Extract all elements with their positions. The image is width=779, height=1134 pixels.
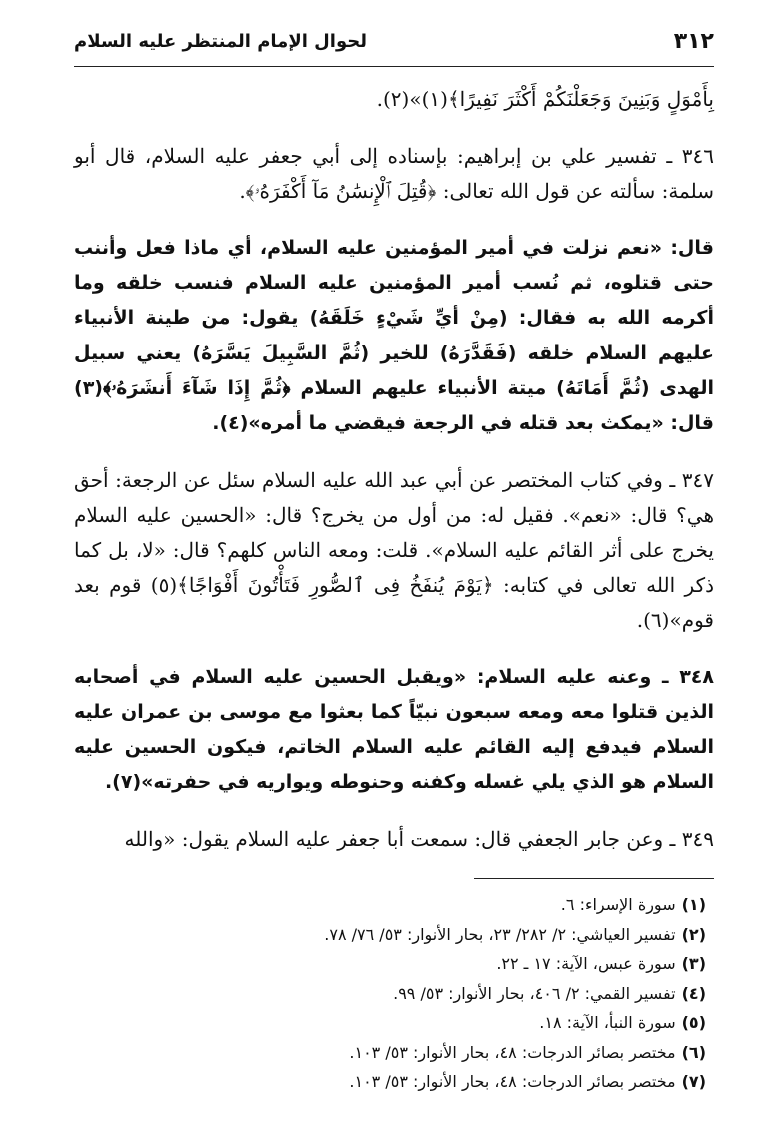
paragraph-349: ٣٤٩ ـ وعن جابر الجعفي قال: سمعت أبا جعفر عليه السلام يقول: «والله <box>124 827 714 851</box>
footnote-mark: (٣) <box>681 954 706 973</box>
footnote-mark: (٢) <box>681 924 706 944</box>
footnote-text: سورة النبأ، الآية: ١٨. <box>539 1013 676 1032</box>
footnote-item <box>74 920 714 950</box>
footnote-item <box>74 1008 714 1038</box>
footnote-text: سورة عبس، الآية: ١٧ ـ ٢٢. <box>496 954 676 973</box>
footnote-item <box>74 1038 714 1068</box>
footnote-mark: (٦) <box>681 1042 706 1062</box>
footnote-text: مختصر بصائر الدرجات: ٤٨، بحار الأنوار: ٥٣/ ١٠٣. <box>349 1042 676 1062</box>
footnote-text: مختصر بصائر الدرجات: ٤٨، بحار الأنوار: ٥٣/ ١٠٣. <box>349 1072 676 1091</box>
footnote-item <box>74 1067 714 1097</box>
footnote-mark: (٥) <box>681 1013 706 1032</box>
main-text <box>74 82 714 879</box>
paragraph-quran-continuation: بِأَمْوَلٍ وَبَنِينَ وَجَعَلْنَكُمْ أَكْثَرَ نَفِيرًا﴾(١)»(٢). <box>376 87 714 111</box>
paragraph-348: ٣٤٨ ـ وعنه عليه السلام: «ويقبل الحسين عليه السلام في أصحابه الذين قتلوا معه ومعه سبعون نبيّاً كما بعثوا مع موسى بن عمران عليه السلام فيدفع إليه القائم عليه السلام الخاتم، فيكون الحسين عليه السلام هو الذي يلي غسله وكفنه وحنوطه ويواريه في حفرته»(٧). <box>74 666 714 793</box>
footnote-item <box>74 979 714 1009</box>
footnote-text: تفسير القمي: ٢/ ٤٠٦، بحار الأنوار: ٥٣/ ٩٩. <box>393 983 676 1003</box>
page-header <box>74 22 714 60</box>
footnote-mark: (٧) <box>681 1072 706 1091</box>
footnote-text: سورة الإسراء: ٦. <box>560 895 676 914</box>
paragraph-347: ٣٤٧ ـ وفي كتاب المختصر عن أبي عبد الله عليه السلام سئل عن الرجعة: أحق هي؟ قال: «نعم». فقيل له: من أول من يخرج؟ قال: «الحسين عليه السلام يخرج على أثر القائم عليه السلام». قلت: ومعه الناس كلهم؟ قال: «لا، بل كما ذكر الله تعالى في كتابه: ﴿يَوْمَ يُنفَخُ فِى ٱلصُّورِ فَتَأْتُونَ أَفْوَاجًا﴾(٥) قوم بعد قوم»(٦). <box>74 468 714 632</box>
book-page <box>74 22 714 1112</box>
footnote-divider <box>474 878 714 879</box>
footnote-text: تفسير العياشي: ٢/ ٢٨٢/ ٢٣، بحار الأنوار: ٥٣/ ٧٦/ ٧٨. <box>324 924 676 944</box>
footnote-item <box>74 949 714 979</box>
footnotes-list <box>74 890 714 1097</box>
paragraph-346-answer: قال: «نعم نزلت في أمير المؤمنين عليه السلام، أي ماذا فعل وأننب حتى قتلوه، ثم نُسب أمير المؤمنين عليه السلام فنسب خلقه وما أكرمه الله به فقال: (مِنْ أيِّ شَيْءٍ خَلَقَهُ) يقول: من طينة الأنبياء عليهم السلام خلقه (فَقَدَّرَهُ) للخير (ثُمَّ السَّبِيلَ يَسَّرَهُ) يعني سبيل الهدى (ثُمَّ أَمَاتَهُ) ميتة الأنبياء عليهم السلام ﴿ثُمَّ إِذَا شَآءَ أَنشَرَهُۥ﴾(٣) قال: «يمكث بعد قتله في الرجعة فيقضي ما أمره»(٤). <box>74 237 714 434</box>
footnote-item <box>74 890 714 920</box>
footnote-mark: (١) <box>681 895 706 914</box>
page-number: ٣١٢ <box>673 28 714 54</box>
header-divider <box>74 66 714 67</box>
paragraph-346: ٣٤٦ ـ تفسير علي بن إبراهيم: بإسناده إلى أبي جعفر عليه السلام، قال أبو سلمة: سألته عن قول الله تعالى: ﴿قُتِلَ ٱلْإِنسَٰنُ مَآ أَكْفَرَهُۥ﴾. <box>74 144 714 203</box>
running-title: لحوال الإمام المنتظر عليه السلام <box>74 30 367 52</box>
footnote-mark: (٤) <box>681 983 706 1003</box>
